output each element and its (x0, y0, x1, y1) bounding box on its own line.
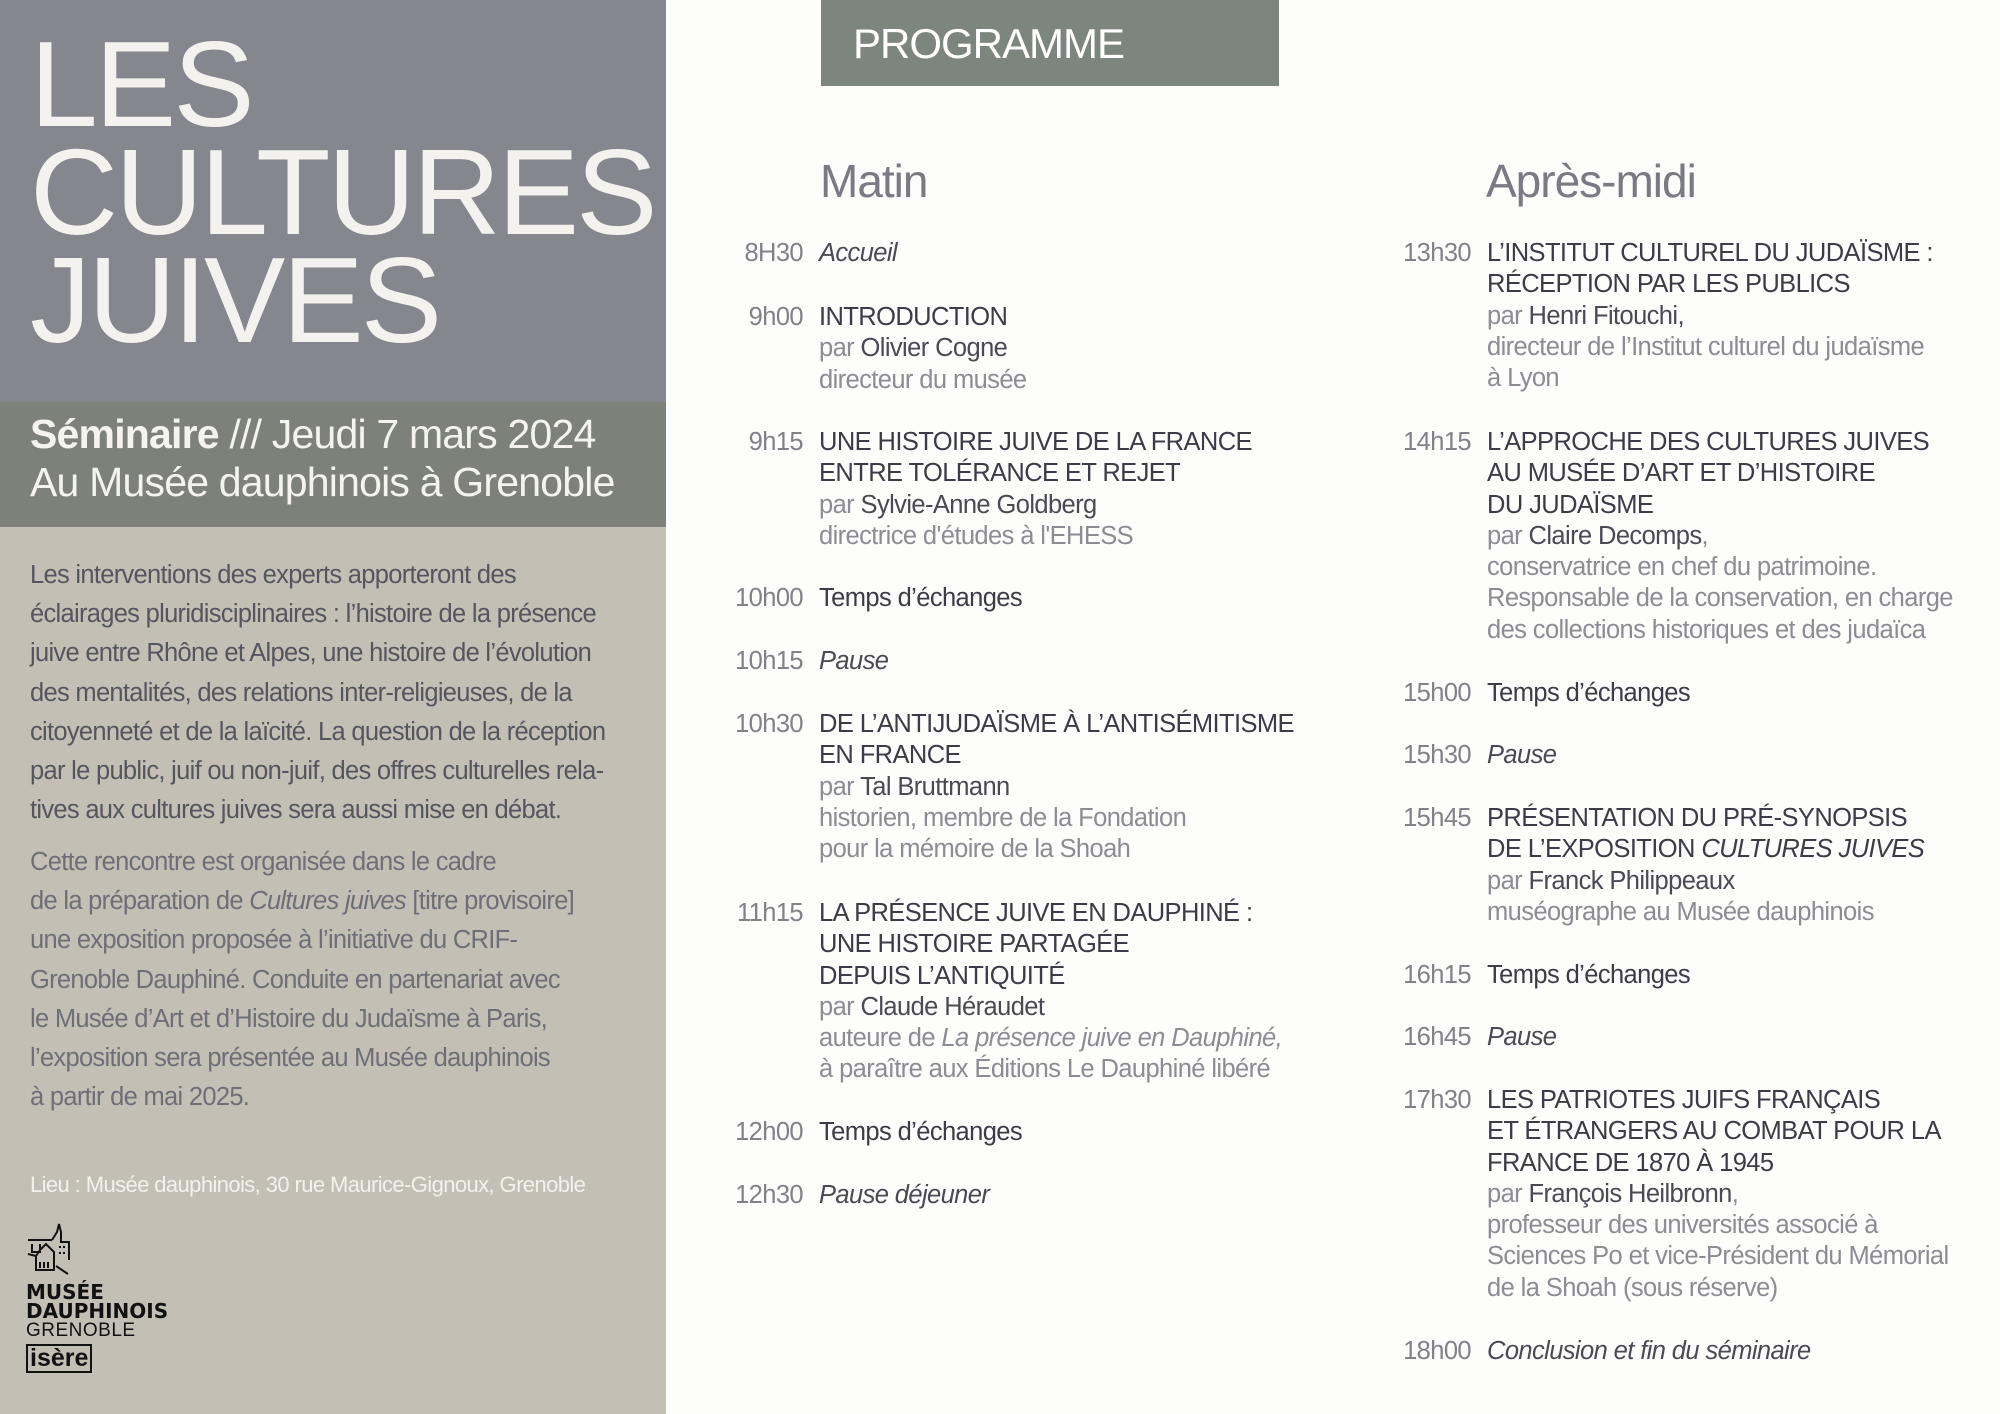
text-segment: de la préparation de (30, 887, 250, 916)
entry-line (819, 365, 1026, 396)
entry-time: 15h00 (1403, 679, 1471, 707)
paragraph-line (30, 556, 605, 595)
text-segment: Sciences Po et vice-Président du Mémorial (1487, 1242, 1949, 1271)
schedule-entry (735, 1117, 1023, 1148)
text-segment: à partir de mai 2025. (30, 1083, 250, 1112)
text-segment: historien, membre de la Fondation (819, 803, 1187, 832)
date: /// Jeudi 7 mars 2024 (218, 411, 596, 457)
text-segment: L’APPROCHE DES CULTURES JUIVES (1487, 428, 1930, 456)
text-segment: PRÉSENTATION DU PRÉ-SYNOPSIS (1487, 804, 1908, 832)
text-segment: [titre provisoire] (405, 887, 575, 916)
speaker-name: Sylvie-Anne Goldberg (860, 490, 1097, 519)
paragraph-line (30, 752, 605, 791)
entry-time: 9h00 (748, 303, 803, 331)
text-segment: Pause (819, 647, 889, 675)
text-segment: à paraître aux Éditions Le Dauphiné libéré (819, 1055, 1271, 1084)
text-segment: des mentalités, des relations inter-religieuses, de la (30, 678, 572, 707)
speaker-name: Henri Fitouchi, (1528, 301, 1684, 330)
text-segment: RÉCEPTION PAR LES PUBLICS (1487, 270, 1850, 299)
text-segment: auteure de (819, 1024, 942, 1053)
entry-line (819, 772, 1294, 803)
entry-line (1487, 1336, 1811, 1367)
entry-line (1487, 1241, 1949, 1272)
text-segment: Grenoble Dauphiné. Conduite en partenariat avec (30, 965, 560, 994)
afternoon-heading: Après-midi (1486, 155, 1696, 207)
entry-line (1487, 1085, 1949, 1116)
entry-time: 10h00 (735, 584, 803, 612)
text-segment: Responsable de la conservation, en charge (1487, 584, 1953, 613)
entry-line (1487, 615, 1953, 646)
paragraph-line (30, 843, 574, 882)
entry-time: 17h30 (1403, 1086, 1471, 1114)
text-segment: directrice d'études à l'EHESS (819, 521, 1134, 550)
speaker-name: Claire Decomps (1528, 521, 1702, 550)
text-segment: une exposition proposée à l’initiative du CRIF- (30, 926, 518, 955)
text-segment: conservatrice en chef du patrimoine. (1487, 553, 1877, 582)
entry-line (1487, 834, 1924, 865)
schedule-entry (748, 427, 1252, 552)
isere-logo: isère (26, 1344, 92, 1373)
entry-line (1487, 583, 1953, 614)
text-segment: ET ÉTRANGERS AU COMBAT POUR LA (1487, 1117, 1941, 1146)
entry-line (819, 898, 1282, 929)
text-segment: éclairages pluridisciplinaires : l’histoire de la présence (30, 600, 597, 629)
text-segment: pour la mémoire de la Shoah (819, 835, 1131, 864)
text-segment: LES PATRIOTES JUIFS FRANÇAIS (1487, 1086, 1881, 1114)
text-segment: par le public, juif ou non-juif, des offres culturelles rela- (30, 757, 604, 786)
museum-building-icon (26, 1222, 70, 1278)
text-segment: DE L’EXPOSITION (1487, 835, 1702, 864)
paragraph-line (30, 791, 605, 830)
entry-time: 8H30 (744, 239, 803, 267)
paragraph-line (30, 674, 605, 713)
entry-time: 10h30 (735, 710, 803, 738)
entry-line (819, 1117, 1022, 1148)
text-segment: muséographe au Musée dauphinois (1487, 897, 1874, 926)
logo-line: MUSÉE (26, 1280, 104, 1304)
entry-line (819, 1023, 1282, 1054)
entry-line (819, 929, 1282, 960)
entry-time: 9h15 (748, 428, 803, 456)
text-segment: , (1701, 521, 1709, 550)
text-segment: CULTURES JUIVES (1701, 835, 1925, 864)
paragraph-line (30, 1078, 574, 1117)
entry-line (1487, 960, 1690, 991)
text-segment: DE L’ANTIJUDAÏSME À L’ANTISÉMITISME (819, 710, 1294, 738)
text-segment: des collections historiques et des judaïca (1487, 615, 1926, 644)
entry-line (819, 834, 1294, 865)
title-block (0, 0, 666, 402)
entry-line (1487, 897, 1924, 928)
entry-line (1487, 1210, 1949, 1241)
morning-heading: Matin (820, 155, 928, 207)
entry-time: 16h15 (1403, 961, 1471, 989)
entry-line (1487, 866, 1924, 897)
entry-line (1487, 1022, 1556, 1053)
entry-line (819, 490, 1252, 521)
entry-time: 15h45 (1403, 804, 1471, 832)
text-segment: Pause déjeuner (819, 1181, 990, 1209)
text-segment: par (819, 334, 861, 363)
text-segment: par (1487, 521, 1529, 550)
seminar-band (0, 402, 666, 527)
entry-line (1487, 269, 1933, 300)
entry-line (1487, 332, 1933, 363)
text-segment: L’INSTITUT CULTUREL DU JUDAÏSME : (1487, 239, 1933, 267)
text-segment: Accueil (819, 239, 898, 267)
entry-line (819, 740, 1294, 771)
text-segment: citoyenneté et de la laïcité. La question de la réception (30, 717, 606, 746)
logo-line: DAUPHINOIS (26, 1299, 169, 1323)
paragraph-line (30, 1039, 574, 1078)
entry-line (1487, 490, 1953, 521)
seminar-date (30, 411, 595, 458)
schedule-entry (1403, 960, 1691, 991)
entry-time: 10h15 (735, 647, 803, 675)
text-segment: par (819, 490, 861, 519)
entry-line (819, 709, 1294, 740)
entry-line (819, 583, 1022, 614)
entry-line (819, 1180, 989, 1211)
text-segment: AU MUSÉE D’ART ET D’HISTOIRE (1487, 459, 1875, 488)
text-segment: le Musée d’Art et d’Histoire du Judaïsme à Paris, (30, 1004, 548, 1033)
paragraph-line (30, 595, 605, 634)
entry-time: 14h15 (1403, 428, 1471, 456)
programme-header: PROGRAMME (821, 0, 1279, 86)
entry-line (1487, 238, 1933, 269)
logo-line: GRENOBLE (26, 1320, 136, 1341)
entry-time: 15h30 (1403, 741, 1471, 769)
paragraph-line (30, 921, 574, 960)
intro-paragraph (30, 556, 605, 830)
schedule-entry (735, 1180, 990, 1211)
entry-line (819, 333, 1026, 364)
paragraph-line (30, 1000, 574, 1039)
entry-line (819, 1054, 1282, 1085)
text-segment: juive entre Rhône et Alpes, une histoire de l’évolution (30, 639, 592, 668)
text-segment: professeur des universités associé à (1487, 1211, 1878, 1240)
paragraph-line (30, 634, 605, 673)
schedule-entry (1403, 740, 1557, 771)
text-segment: Temps d’échanges (819, 584, 1023, 612)
text-segment: par (819, 992, 861, 1021)
text-segment: par (819, 772, 861, 801)
text-segment: Pause (1487, 741, 1557, 769)
entry-line (1487, 458, 1953, 489)
entry-line (1487, 803, 1924, 834)
text-segment: à Lyon (1487, 364, 1560, 393)
entry-line (819, 646, 888, 677)
schedule-entry (748, 302, 1027, 396)
entry-line (1487, 1148, 1949, 1179)
text-segment: directeur de l’Institut culturel du judaïsme (1487, 332, 1925, 361)
title-line: JUIVES (30, 232, 440, 368)
text-segment: l’exposition sera présentée au Musée dauphinois (30, 1044, 550, 1073)
text-segment: UNE HISTOIRE PARTAGÉE (819, 930, 1129, 959)
title-line: LES (30, 16, 252, 152)
speaker-name: Claude Héraudet (860, 992, 1045, 1021)
entry-time: 11h15 (736, 899, 803, 927)
schedule-entry (1403, 1022, 1557, 1053)
musee-dauphinois-logo (26, 1222, 168, 1373)
schedule-entry (736, 898, 1283, 1086)
paragraph-line (30, 713, 605, 752)
schedule-entry (735, 709, 1294, 865)
entry-line (1487, 521, 1953, 552)
entry-line (1487, 1273, 1949, 1304)
text-segment: Cette rencontre est organisée dans le cadre (30, 848, 497, 876)
text-segment: Pause (1487, 1023, 1557, 1051)
paragraph-line (30, 961, 574, 1000)
speaker-name: François Heilbronn (1528, 1179, 1732, 1208)
schedule-entry (735, 583, 1023, 614)
text-segment: Temps d’échanges (1487, 679, 1691, 707)
text-segment: La présence juive en Dauphiné, (941, 1024, 1283, 1053)
text-segment: Conclusion et fin du séminaire (1487, 1337, 1811, 1365)
entry-line (1487, 552, 1953, 583)
text-segment: par (1487, 301, 1529, 330)
text-segment: DU JUDAÏSME (1487, 490, 1654, 519)
schedule-entry (1403, 427, 1953, 646)
text-segment: par (1487, 1179, 1529, 1208)
speaker-name: Franck Philippeaux (1528, 866, 1735, 895)
title-line: CULTURES (30, 124, 655, 260)
schedule-entry (1403, 238, 1933, 394)
text-segment: Temps d’échanges (819, 1118, 1023, 1146)
schedule-entry (1403, 1336, 1811, 1367)
entry-line (1487, 678, 1690, 709)
entry-time: 12h00 (735, 1118, 803, 1146)
schedule-entry (1403, 678, 1691, 709)
text-segment: EN FRANCE (819, 741, 961, 770)
entry-line (1487, 301, 1933, 332)
venue-line: Au Musée dauphinois à Grenoble (30, 459, 615, 505)
entry-line (1487, 740, 1556, 771)
entry-line (819, 302, 1026, 333)
entry-line (819, 992, 1282, 1023)
text-segment: UNE HISTOIRE JUIVE DE LA FRANCE (819, 428, 1252, 456)
text-segment: par (1487, 866, 1529, 895)
context-paragraph (30, 843, 574, 1117)
schedule-entry (1403, 803, 1925, 928)
entry-time: 13h30 (1403, 239, 1471, 267)
text-segment: DEPUIS L’ANTIQUITÉ (819, 961, 1065, 990)
text-segment: Cultures juives (249, 887, 406, 916)
paragraph-line (30, 882, 574, 921)
entry-line (819, 238, 897, 269)
entry-time: 16h45 (1403, 1023, 1471, 1051)
left-panel (0, 0, 666, 1414)
text-segment: LA PRÉSENCE JUIVE EN DAUPHINÉ : (819, 899, 1253, 927)
schedule-entry (1403, 1085, 1949, 1304)
entry-line (1487, 427, 1953, 458)
entry-line (1487, 1116, 1949, 1147)
text-segment: de la Shoah (sous réserve) (1487, 1273, 1778, 1302)
entry-time: 18h00 (1403, 1337, 1471, 1365)
seminar-label: Séminaire (30, 411, 219, 457)
entry-line (819, 961, 1282, 992)
text-segment: , (1731, 1179, 1739, 1208)
text-segment: INTRODUCTION (819, 303, 1008, 331)
entry-line (819, 803, 1294, 834)
text-segment: Les interventions des experts apporteront des (30, 561, 516, 589)
text-segment: directeur du musée (819, 365, 1027, 394)
text-segment: FRANCE DE 1870 À 1945 (1487, 1148, 1774, 1177)
entry-line (1487, 1179, 1949, 1210)
entry-line (819, 521, 1252, 552)
entry-line (1487, 363, 1933, 394)
text-segment: tives aux cultures juives sera aussi mise en débat. (30, 796, 562, 825)
speaker-name: Olivier Cogne (860, 334, 1008, 363)
entry-line (819, 458, 1252, 489)
text-segment: Temps d’échanges (1487, 961, 1691, 989)
location-text: Lieu : Musée dauphinois, 30 rue Maurice-Gignoux, Grenoble (30, 1172, 586, 1197)
speaker-name: Tal Bruttmann (860, 772, 1010, 801)
text-segment: ENTRE TOLÉRANCE ET REJET (819, 459, 1181, 488)
schedule-entry (735, 646, 889, 677)
entry-line (819, 427, 1252, 458)
schedule-entry (744, 238, 898, 269)
entry-time: 12h30 (735, 1181, 803, 1209)
